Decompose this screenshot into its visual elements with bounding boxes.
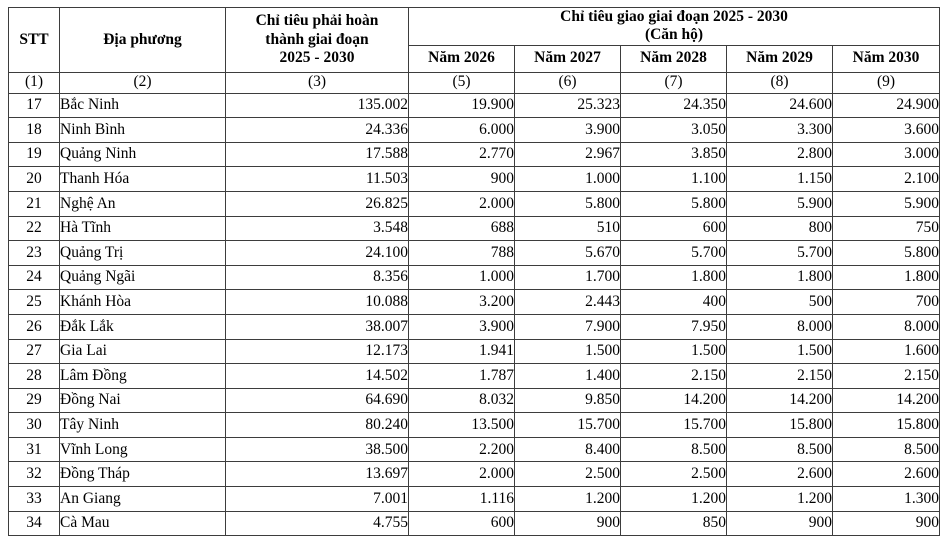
cell-year-2030: 750 bbox=[833, 216, 940, 241]
cell-year-2029: 24.600 bbox=[727, 93, 833, 118]
cell-year-2028: 1.100 bbox=[621, 167, 727, 192]
column-number-1: (1) bbox=[9, 72, 60, 93]
header-year-2026: Năm 2026 bbox=[409, 45, 515, 72]
cell-year-2027: 2.500 bbox=[515, 462, 621, 487]
cell-year-2026: 3.200 bbox=[409, 290, 515, 315]
cell-year-2030: 8.500 bbox=[833, 437, 940, 462]
cell-year-2030: 2.600 bbox=[833, 462, 940, 487]
cell-year-2029: 500 bbox=[727, 290, 833, 315]
table-row bbox=[9, 167, 940, 192]
cell-year-2026: 2.770 bbox=[409, 142, 515, 167]
cell-stt: 22 bbox=[9, 216, 60, 241]
cell-locality: Khánh Hòa bbox=[60, 290, 226, 315]
cell-locality: Nghệ An bbox=[60, 191, 226, 216]
table-row bbox=[9, 216, 940, 241]
cell-year-2026: 1.000 bbox=[409, 265, 515, 290]
cell-year-2027: 2.443 bbox=[515, 290, 621, 315]
cell-stt: 25 bbox=[9, 290, 60, 315]
table-row bbox=[9, 290, 940, 315]
header-year-2028: Năm 2028 bbox=[621, 45, 727, 72]
column-number-6: (6) bbox=[515, 72, 621, 93]
cell-year-2027: 8.400 bbox=[515, 437, 621, 462]
column-number-3: (3) bbox=[226, 72, 409, 93]
table-row bbox=[9, 314, 940, 339]
cell-year-2029: 3.300 bbox=[727, 118, 833, 143]
cell-year-2028: 400 bbox=[621, 290, 727, 315]
cell-stt: 28 bbox=[9, 364, 60, 389]
column-number-7: (7) bbox=[621, 72, 727, 93]
table-row bbox=[9, 339, 940, 364]
cell-must-complete: 135.002 bbox=[226, 93, 409, 118]
cell-year-2030: 5.800 bbox=[833, 241, 940, 266]
cell-year-2027: 7.900 bbox=[515, 314, 621, 339]
header-must-complete-line2: thành giai đoạn bbox=[265, 30, 369, 48]
cell-year-2029: 8.500 bbox=[727, 437, 833, 462]
cell-year-2029: 14.200 bbox=[727, 388, 833, 413]
cell-year-2028: 3.850 bbox=[621, 142, 727, 167]
column-number-8: (8) bbox=[727, 72, 833, 93]
cell-year-2030: 3.000 bbox=[833, 142, 940, 167]
table-row bbox=[9, 191, 940, 216]
cell-must-complete: 7.001 bbox=[226, 487, 409, 512]
cell-year-2027: 5.800 bbox=[515, 191, 621, 216]
cell-must-complete: 64.690 bbox=[226, 388, 409, 413]
table-row bbox=[9, 93, 940, 118]
cell-year-2027: 2.967 bbox=[515, 142, 621, 167]
cell-year-2028: 5.700 bbox=[621, 241, 727, 266]
cell-must-complete: 12.173 bbox=[226, 339, 409, 364]
table-row bbox=[9, 437, 940, 462]
cell-year-2030: 3.600 bbox=[833, 118, 940, 143]
header-assigned-group-line1: Chỉ tiêu giao giai đoạn 2025 - 2030 bbox=[560, 8, 788, 25]
cell-year-2028: 850 bbox=[621, 511, 727, 536]
cell-year-2030: 24.900 bbox=[833, 93, 940, 118]
cell-year-2026: 788 bbox=[409, 241, 515, 266]
cell-stt: 24 bbox=[9, 265, 60, 290]
header-locality: Địa phương bbox=[60, 8, 226, 73]
header-stt: STT bbox=[9, 8, 60, 73]
cell-must-complete: 8.356 bbox=[226, 265, 409, 290]
cell-year-2027: 15.700 bbox=[515, 413, 621, 438]
cell-year-2026: 19.900 bbox=[409, 93, 515, 118]
cell-must-complete: 4.755 bbox=[226, 511, 409, 536]
cell-locality: Quảng Ninh bbox=[60, 142, 226, 167]
cell-year-2026: 1.116 bbox=[409, 487, 515, 512]
cell-year-2030: 15.800 bbox=[833, 413, 940, 438]
table-body bbox=[9, 93, 940, 536]
table-row bbox=[9, 364, 940, 389]
cell-year-2029: 8.000 bbox=[727, 314, 833, 339]
cell-year-2030: 1.600 bbox=[833, 339, 940, 364]
cell-stt: 18 bbox=[9, 118, 60, 143]
cell-year-2029: 1.150 bbox=[727, 167, 833, 192]
cell-year-2028: 2.500 bbox=[621, 462, 727, 487]
cell-year-2028: 1.800 bbox=[621, 265, 727, 290]
cell-year-2027: 1.500 bbox=[515, 339, 621, 364]
cell-locality: Ninh Bình bbox=[60, 118, 226, 143]
cell-must-complete: 24.336 bbox=[226, 118, 409, 143]
cell-year-2028: 15.700 bbox=[621, 413, 727, 438]
cell-year-2026: 2.000 bbox=[409, 462, 515, 487]
table-row bbox=[9, 388, 940, 413]
table-row bbox=[9, 241, 940, 266]
cell-stt: 31 bbox=[9, 437, 60, 462]
cell-year-2027: 900 bbox=[515, 511, 621, 536]
column-number-2: (2) bbox=[60, 72, 226, 93]
header-year-2030: Năm 2030 bbox=[833, 45, 940, 72]
cell-year-2030: 5.900 bbox=[833, 191, 940, 216]
cell-year-2027: 1.000 bbox=[515, 167, 621, 192]
header-must-complete-line3: 2025 - 2030 bbox=[279, 48, 355, 66]
cell-year-2027: 5.670 bbox=[515, 241, 621, 266]
header-year-2029: Năm 2029 bbox=[727, 45, 833, 72]
cell-year-2027: 1.200 bbox=[515, 487, 621, 512]
cell-year-2028: 7.950 bbox=[621, 314, 727, 339]
cell-year-2030: 2.150 bbox=[833, 364, 940, 389]
cell-must-complete: 13.697 bbox=[226, 462, 409, 487]
cell-year-2026: 8.032 bbox=[409, 388, 515, 413]
cell-year-2027: 1.700 bbox=[515, 265, 621, 290]
cell-stt: 33 bbox=[9, 487, 60, 512]
cell-year-2029: 5.900 bbox=[727, 191, 833, 216]
cell-year-2029: 2.800 bbox=[727, 142, 833, 167]
cell-year-2028: 8.500 bbox=[621, 437, 727, 462]
cell-year-2026: 1.941 bbox=[409, 339, 515, 364]
column-number-row bbox=[9, 72, 940, 93]
cell-year-2030: 14.200 bbox=[833, 388, 940, 413]
cell-must-complete: 11.503 bbox=[226, 167, 409, 192]
header-assigned-group bbox=[409, 8, 940, 46]
column-number-9: (9) bbox=[833, 72, 940, 93]
cell-locality: Quảng Ngãi bbox=[60, 265, 226, 290]
cell-locality: Tây Ninh bbox=[60, 413, 226, 438]
cell-stt: 32 bbox=[9, 462, 60, 487]
cell-year-2026: 2.000 bbox=[409, 191, 515, 216]
header-assigned-group-line2: (Căn hộ) bbox=[644, 26, 704, 44]
cell-year-2026: 600 bbox=[409, 511, 515, 536]
cell-locality: Bắc Ninh bbox=[60, 93, 226, 118]
cell-must-complete: 38.007 bbox=[226, 314, 409, 339]
cell-stt: 17 bbox=[9, 93, 60, 118]
table-row bbox=[9, 511, 940, 536]
table-row bbox=[9, 413, 940, 438]
cell-stt: 23 bbox=[9, 241, 60, 266]
cell-locality: Lâm Đồng bbox=[60, 364, 226, 389]
table-header bbox=[9, 8, 940, 94]
cell-stt: 29 bbox=[9, 388, 60, 413]
cell-year-2029: 2.600 bbox=[727, 462, 833, 487]
table-row bbox=[9, 487, 940, 512]
header-year-2027: Năm 2027 bbox=[515, 45, 621, 72]
cell-stt: 26 bbox=[9, 314, 60, 339]
cell-must-complete: 10.088 bbox=[226, 290, 409, 315]
cell-year-2026: 6.000 bbox=[409, 118, 515, 143]
header-must-complete bbox=[226, 8, 409, 73]
cell-year-2028: 5.800 bbox=[621, 191, 727, 216]
cell-year-2030: 2.100 bbox=[833, 167, 940, 192]
cell-year-2029: 15.800 bbox=[727, 413, 833, 438]
cell-year-2027: 25.323 bbox=[515, 93, 621, 118]
cell-year-2027: 3.900 bbox=[515, 118, 621, 143]
cell-year-2030: 1.300 bbox=[833, 487, 940, 512]
cell-must-complete: 24.100 bbox=[226, 241, 409, 266]
table-row bbox=[9, 118, 940, 143]
cell-year-2026: 688 bbox=[409, 216, 515, 241]
cell-year-2027: 9.850 bbox=[515, 388, 621, 413]
cell-year-2028: 24.350 bbox=[621, 93, 727, 118]
cell-must-complete: 26.825 bbox=[226, 191, 409, 216]
cell-locality: Đồng Nai bbox=[60, 388, 226, 413]
cell-year-2026: 2.200 bbox=[409, 437, 515, 462]
cell-year-2027: 510 bbox=[515, 216, 621, 241]
cell-locality: Thanh Hóa bbox=[60, 167, 226, 192]
cell-stt: 20 bbox=[9, 167, 60, 192]
cell-year-2030: 1.800 bbox=[833, 265, 940, 290]
cell-year-2029: 1.500 bbox=[727, 339, 833, 364]
cell-locality: Vĩnh Long bbox=[60, 437, 226, 462]
cell-must-complete: 38.500 bbox=[226, 437, 409, 462]
cell-must-complete: 14.502 bbox=[226, 364, 409, 389]
cell-locality: An Giang bbox=[60, 487, 226, 512]
cell-year-2030: 900 bbox=[833, 511, 940, 536]
cell-year-2028: 3.050 bbox=[621, 118, 727, 143]
cell-year-2028: 14.200 bbox=[621, 388, 727, 413]
cell-stt: 30 bbox=[9, 413, 60, 438]
table-row bbox=[9, 142, 940, 167]
cell-year-2029: 2.150 bbox=[727, 364, 833, 389]
cell-year-2029: 5.700 bbox=[727, 241, 833, 266]
cell-locality: Hà Tĩnh bbox=[60, 216, 226, 241]
table-container bbox=[8, 7, 940, 536]
cell-year-2029: 1.800 bbox=[727, 265, 833, 290]
cell-year-2030: 8.000 bbox=[833, 314, 940, 339]
column-number-5: (5) bbox=[409, 72, 515, 93]
cell-year-2029: 800 bbox=[727, 216, 833, 241]
cell-year-2028: 600 bbox=[621, 216, 727, 241]
cell-must-complete: 3.548 bbox=[226, 216, 409, 241]
cell-year-2028: 1.200 bbox=[621, 487, 727, 512]
cell-year-2026: 1.787 bbox=[409, 364, 515, 389]
cell-year-2029: 900 bbox=[727, 511, 833, 536]
cell-locality: Quảng Trị bbox=[60, 241, 226, 266]
cell-must-complete: 80.240 bbox=[226, 413, 409, 438]
cell-year-2026: 3.900 bbox=[409, 314, 515, 339]
cell-year-2028: 1.500 bbox=[621, 339, 727, 364]
header-row-top bbox=[9, 8, 940, 46]
cell-year-2030: 700 bbox=[833, 290, 940, 315]
table-row bbox=[9, 265, 940, 290]
cell-stt: 27 bbox=[9, 339, 60, 364]
cell-year-2028: 2.150 bbox=[621, 364, 727, 389]
cell-year-2029: 1.200 bbox=[727, 487, 833, 512]
table-row bbox=[9, 462, 940, 487]
header-must-complete-line1: Chỉ tiêu phải hoàn bbox=[255, 12, 379, 30]
housing-target-table bbox=[8, 7, 940, 536]
cell-locality: Đắk Lắk bbox=[60, 314, 226, 339]
cell-must-complete: 17.588 bbox=[226, 142, 409, 167]
cell-year-2026: 900 bbox=[409, 167, 515, 192]
cell-year-2027: 1.400 bbox=[515, 364, 621, 389]
cell-stt: 19 bbox=[9, 142, 60, 167]
cell-year-2026: 13.500 bbox=[409, 413, 515, 438]
cell-locality: Gia Lai bbox=[60, 339, 226, 364]
cell-stt: 34 bbox=[9, 511, 60, 536]
cell-stt: 21 bbox=[9, 191, 60, 216]
cell-locality: Cà Mau bbox=[60, 511, 226, 536]
cell-locality: Đồng Tháp bbox=[60, 462, 226, 487]
